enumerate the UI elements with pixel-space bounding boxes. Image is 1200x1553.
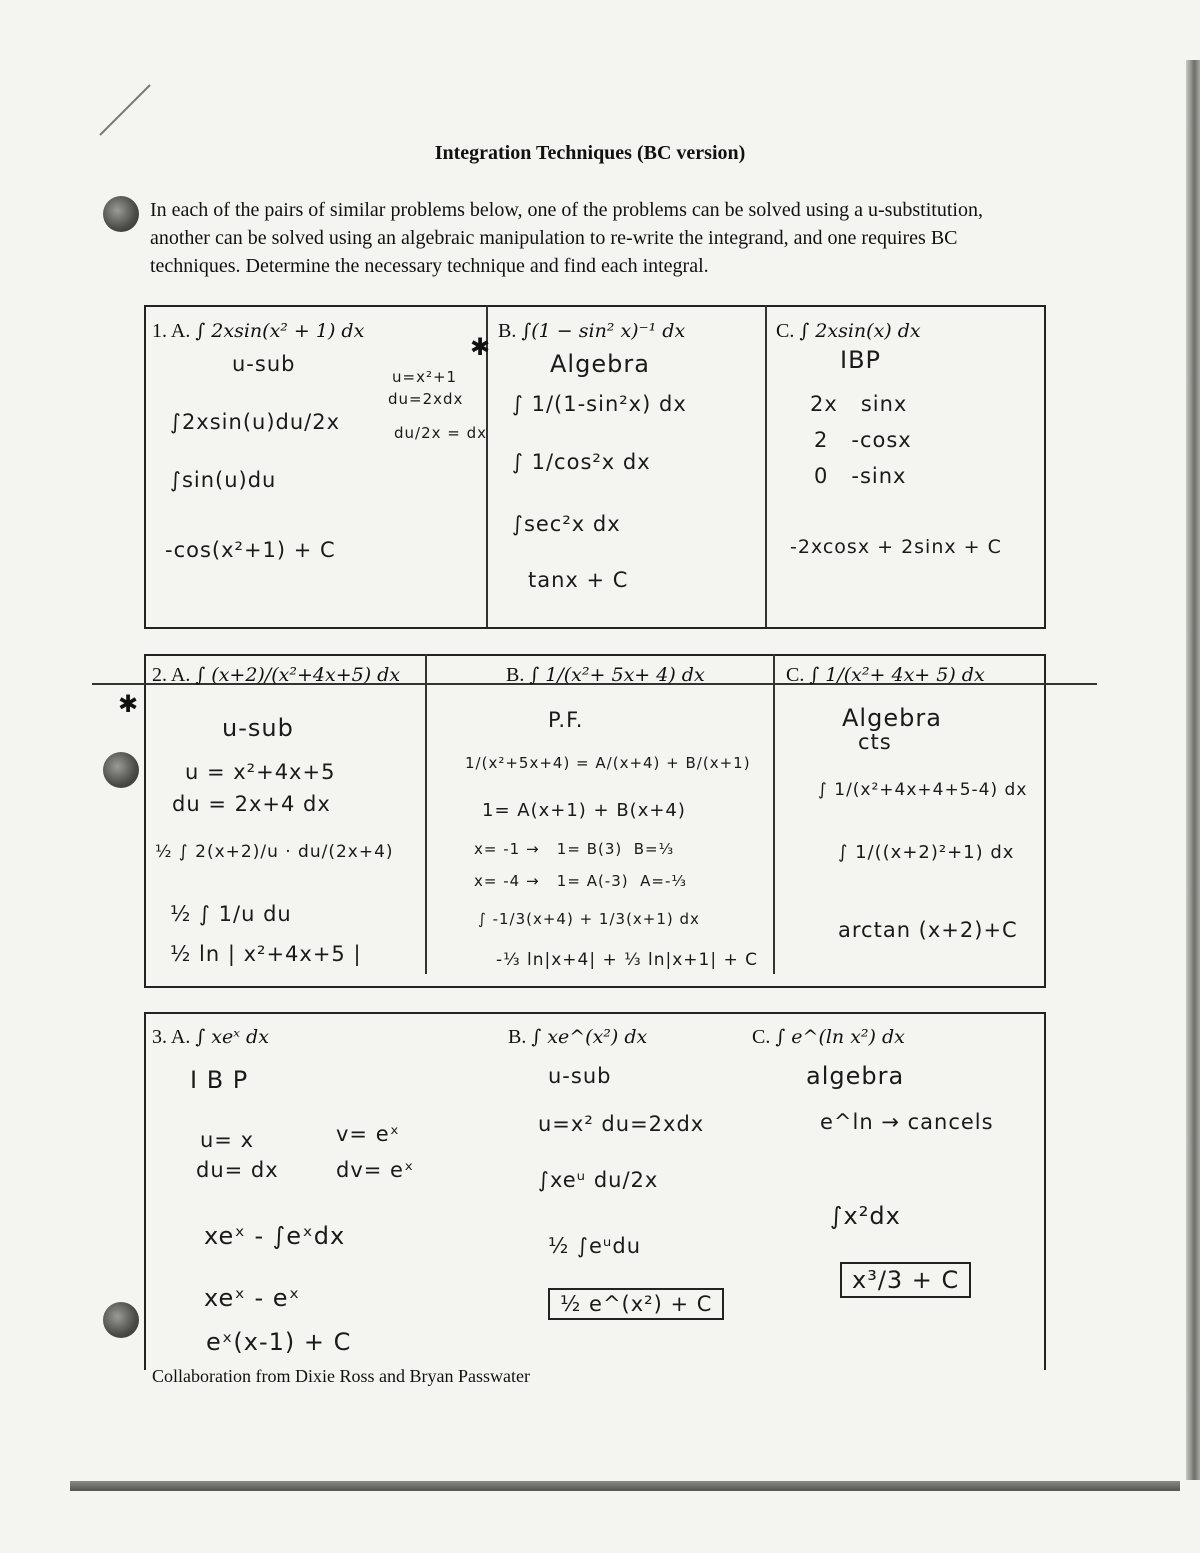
problem-3a bbox=[152, 1026, 269, 1049]
instructions: In each of the pairs of similar problems below, one of the problems can be solved using a u-substitution, another can be solved using an algebraic manipulation to re-write the integrand, and one requires BC techniques. Determine the necessary technique and find each integral. bbox=[150, 199, 983, 277]
work-step: e^ln → cancels bbox=[820, 1110, 994, 1134]
work-step: ½ ∫ 2(x+2)/u · du/(2x+4) bbox=[155, 842, 394, 862]
work-step: ½ ∫eᵘdu bbox=[548, 1234, 642, 1258]
side-note: du/2x = dx bbox=[394, 424, 488, 442]
work-step: ∫ 1/(x²+4x+4+5-4) dx bbox=[818, 780, 1028, 800]
work-step: x= -1 → 1= B(3) B=⅓ bbox=[474, 840, 675, 858]
integral: ∫ xeˣ dx bbox=[195, 1026, 269, 1048]
answer: ½ ln | x²+4x+5 | bbox=[170, 942, 362, 966]
work-step: dv= eˣ bbox=[336, 1158, 415, 1182]
binder-hole-top bbox=[103, 196, 139, 232]
side-note: u=x²+1 bbox=[392, 368, 458, 386]
work-step: ∫2xsin(u)du/2x bbox=[170, 410, 341, 434]
technique: Algebra bbox=[842, 704, 942, 732]
problem-1b bbox=[498, 320, 685, 343]
side-note: du=2xdx bbox=[388, 390, 464, 408]
integral: ∫ xe^(x²) dx bbox=[531, 1026, 648, 1048]
work-step: xeˣ - eˣ bbox=[204, 1284, 301, 1312]
divider bbox=[773, 654, 775, 974]
technique: Algebra bbox=[550, 350, 650, 378]
problem-label: C. bbox=[776, 320, 795, 342]
answer: arctan (x+2)+C bbox=[838, 918, 1018, 942]
work-step: du = 2x+4 dx bbox=[172, 792, 331, 816]
problem-3b bbox=[508, 1026, 647, 1049]
work-step: u= x bbox=[200, 1128, 255, 1152]
integral: ∫ 2xsin(x² + 1) dx bbox=[195, 320, 365, 342]
problem-label: C. bbox=[786, 664, 805, 686]
technique: P.F. bbox=[548, 708, 584, 732]
problem-label: 2. A. bbox=[152, 664, 191, 686]
work-step: v= eˣ bbox=[336, 1122, 400, 1146]
work-step: du= dx bbox=[196, 1158, 279, 1182]
divider bbox=[425, 654, 427, 974]
scan-edge-right bbox=[1186, 60, 1200, 1480]
technique: u-sub bbox=[548, 1064, 612, 1088]
work-step: 2 -cosx bbox=[814, 428, 912, 452]
work-step: ½ ∫ 1/u du bbox=[170, 902, 292, 926]
work-step: ∫ 1/cos²x dx bbox=[512, 450, 651, 474]
work-step: ∫ -1/3(x+4) + 1/3(x+1) dx bbox=[478, 910, 700, 928]
integral: ∫ (x+2)/(x²+4x+5) dx bbox=[195, 664, 401, 686]
footer-credit: Collaboration from Dixie Ross and Bryan Passwater bbox=[152, 1366, 530, 1386]
answer-boxed: ½ e^(x²) + C bbox=[548, 1288, 724, 1320]
answer: -2xcosx + 2sinx + C bbox=[790, 536, 1002, 558]
divider bbox=[765, 305, 767, 627]
page-title: Integration Techniques (BC version) bbox=[434, 142, 746, 164]
work-step: ∫xeᵘ du/2x bbox=[538, 1168, 659, 1192]
work-step: ∫sin(u)du bbox=[170, 468, 277, 492]
work-step: 0 -sinx bbox=[814, 464, 907, 488]
scan-edge-bottom bbox=[70, 1481, 1180, 1491]
work-step: ∫ 1/((x+2)²+1) dx bbox=[838, 842, 1015, 863]
technique: algebra bbox=[806, 1062, 905, 1090]
asterisk-mark: ✱ bbox=[470, 333, 491, 361]
work-step: x= -4 → 1= A(-3) A=-⅓ bbox=[474, 872, 687, 890]
problem-3c bbox=[752, 1026, 905, 1049]
asterisk-mark: ✱ bbox=[118, 690, 139, 718]
integral: ∫ 1/(x²+ 4x+ 5) dx bbox=[809, 664, 985, 686]
work-step: u = x²+4x+5 bbox=[185, 760, 336, 784]
problem-1a bbox=[152, 320, 364, 343]
work-step: xeˣ - ∫eˣdx bbox=[204, 1222, 346, 1250]
technique: u-sub bbox=[222, 714, 294, 742]
answer: -cos(x²+1) + C bbox=[165, 538, 336, 562]
answer: -⅓ ln|x+4| + ⅓ ln|x+1| + C bbox=[496, 950, 759, 970]
integral: ∫ e^(ln x²) dx bbox=[775, 1026, 905, 1048]
work-step: cts bbox=[858, 730, 892, 754]
problem-label: B. bbox=[498, 320, 517, 342]
work-step: u=x² du=2xdx bbox=[538, 1112, 705, 1136]
problem-label: C. bbox=[752, 1026, 771, 1048]
pencil-stroke bbox=[95, 80, 155, 140]
technique: I B P bbox=[190, 1066, 249, 1094]
technique: u-sub bbox=[232, 352, 296, 376]
work-step: ∫ 1/(1-sin²x) dx bbox=[512, 392, 687, 416]
problem-2b bbox=[506, 664, 705, 687]
work-step: ∫sec²x dx bbox=[512, 512, 621, 536]
work-step: 1/(x²+5x+4) = A/(x+4) + B/(x+1) bbox=[465, 754, 751, 772]
answer: eˣ(x-1) + C bbox=[206, 1328, 352, 1356]
integral: ∫ 2xsin(x) dx bbox=[799, 320, 921, 342]
technique: IBP bbox=[840, 346, 882, 374]
problem-label: 1. A. bbox=[152, 320, 191, 342]
integral: ∫(1 − sin² x)⁻¹ dx bbox=[521, 320, 686, 342]
integral: ∫ 1/(x²+ 5x+ 4) dx bbox=[529, 664, 705, 686]
work-step: ∫x²dx bbox=[830, 1202, 901, 1230]
answer: tanx + C bbox=[528, 568, 629, 592]
problem-2c bbox=[786, 664, 985, 687]
binder-hole-middle bbox=[103, 752, 139, 788]
problem-label: B. bbox=[508, 1026, 527, 1048]
answer-boxed: x³/3 + C bbox=[840, 1262, 971, 1298]
problem-1c bbox=[776, 320, 921, 343]
problem-label: 3. A. bbox=[152, 1026, 191, 1048]
problem-label: B. bbox=[506, 664, 525, 686]
work-step: 2x sinx bbox=[810, 392, 908, 416]
work-step: 1= A(x+1) + B(x+4) bbox=[482, 800, 686, 821]
problem-2a bbox=[152, 664, 400, 687]
binder-hole-bottom bbox=[103, 1302, 139, 1338]
